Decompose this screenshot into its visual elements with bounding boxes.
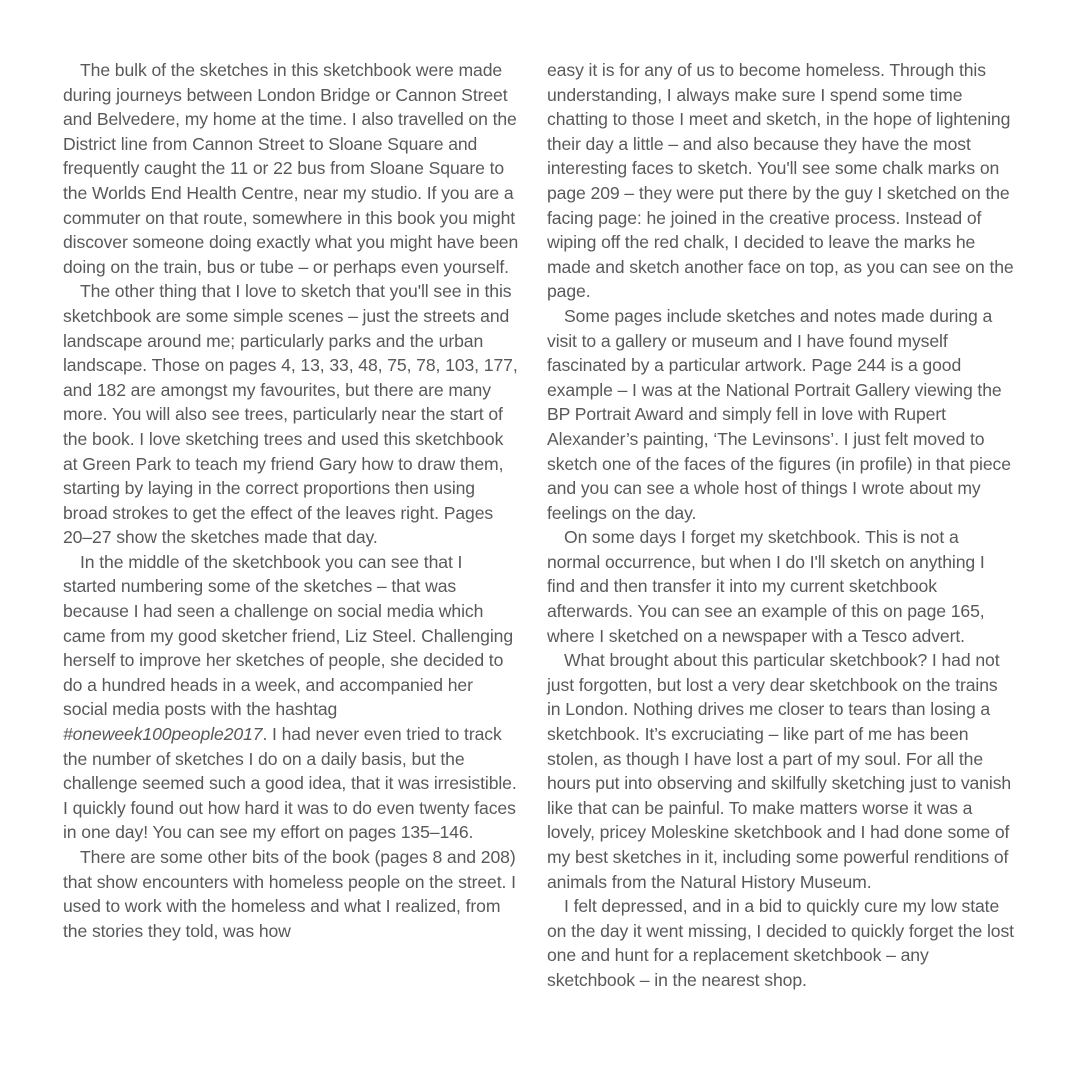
paragraph bbox=[547, 894, 1014, 992]
text-run: In the middle of the sketchbook you can see that I started numbering some of the sketches – that was because I had seen a challenge on social media which came from my good sketcher friend, Liz Steel. Challenging herself to improve her sketches of people, she decided to do a hundred heads in a week, and accompanied her social media posts with the hashtag bbox=[63, 551, 514, 720]
paragraph bbox=[547, 525, 1014, 648]
paragraph bbox=[63, 845, 519, 943]
paragraph bbox=[63, 279, 519, 550]
text-column-left bbox=[63, 58, 519, 1080]
text-run: easy it is for any of us to become homeless. Through this understanding, I always make sure I spend some time chatting to those I meet and sketch, in the hope of lightening their day a little – and also because they have the most interesting faces to sketch. You'll see some chalk marks on page 209 – they were put there by the guy I sketched on the facing page: he joined in the creative process. Instead of wiping off the red chalk, I decided to leave the marks he made and sketch another face on top, as you can see on the page. bbox=[547, 60, 1014, 302]
text-run: There are some other bits of the book (pages 8 and 208) that show encounters with homeless people on the street. I used to work with the homeless and what I realized, from the stories they told, was how bbox=[63, 847, 516, 941]
text-run: What brought about this particular sketchbook? I had not just forgotten, but lost a very dear sketchbook on the trains in London. Nothing drives me closer to tears than losing a sketchbook. It’s excruciating – like part of me has been stolen, as though I have lost a part of my soul. For all the hours put into observing and skilfully sketching just to vanish like that can be painful. To make matters worse it was a lovely, pricey Moleskine sketchbook and I had done some of my best sketches in it, including some powerful renditions of animals from the Natural History Museum. bbox=[547, 650, 1012, 892]
text-run: . I had never even tried to track the number of sketches I do on a daily basis, but the challenge seemed such a good idea, that it was irresistible. I quickly found out how hard it was to do even twenty faces in one day! You can see my effort on pages 135–146. bbox=[63, 724, 517, 843]
italic-text-run: #oneweek100people2017 bbox=[63, 724, 263, 745]
text-run: The other thing that I love to sketch that you'll see in this sketchbook are some simple scenes – just the streets and landscape around me; particularly parks and the urban landscape. Those on pages 4, 13, 33, 48, 75, 78, 103, 177, and 182 are amongst my favourites, but there are many more. You will also see trees, particularly near the start of the book. I love sketching trees and used this sketchbook at Green Park to teach my friend Gary how to draw them, starting by laying in the correct proportions then using broad strokes to get the effect of the leaves right. Pages 20–27 show the sketches made that day. bbox=[63, 281, 518, 548]
paragraph bbox=[547, 58, 1014, 304]
paragraph bbox=[63, 550, 519, 845]
paragraph bbox=[63, 58, 519, 279]
paragraph bbox=[547, 304, 1014, 525]
text-run: Some pages include sketches and notes made during a visit to a gallery or museum and I have found myself fascinated by a particular artwork. Page 244 is a good example – I was at the National Portrait Gallery viewing the BP Portrait Award and simply fell in love with Rupert Alexander’s painting, ‘The Levinsons’. I just felt moved to sketch one of the faces of the figures (in profile) in that piece and you can see a whole host of things I wrote about my feelings on the day. bbox=[547, 305, 1011, 523]
paragraph bbox=[547, 648, 1014, 894]
text-run: I felt depressed, and in a bid to quickly cure my low state on the day it went missing, I decided to quickly forget the lost one and hunt for a replacement sketchbook – any sketchbook – in the nearest shop. bbox=[547, 896, 1014, 990]
text-column-right bbox=[547, 58, 1014, 1080]
text-run: The bulk of the sketches in this sketchbook were made during journeys between London Bridge or Cannon Street and Belvedere, my home at the time. I also travelled on the District line from Cannon Street to Sloane Square and frequently caught the 11 or 22 bus from Sloane Square to the Worlds End Health Centre, near my studio. If you are a commuter on that route, somewhere in this book you might discover someone doing exactly what you might have been doing on the train, bus or tube – or perhaps even yourself. bbox=[63, 60, 519, 277]
text-run: On some days I forget my sketchbook. This is not a normal occurrence, but when I do I'll sketch on anything I find and then transfer it into my current sketchbook afterwards. You can see an example of this on page 165, where I sketched on a newspaper with a Tesco advert. bbox=[547, 527, 985, 646]
